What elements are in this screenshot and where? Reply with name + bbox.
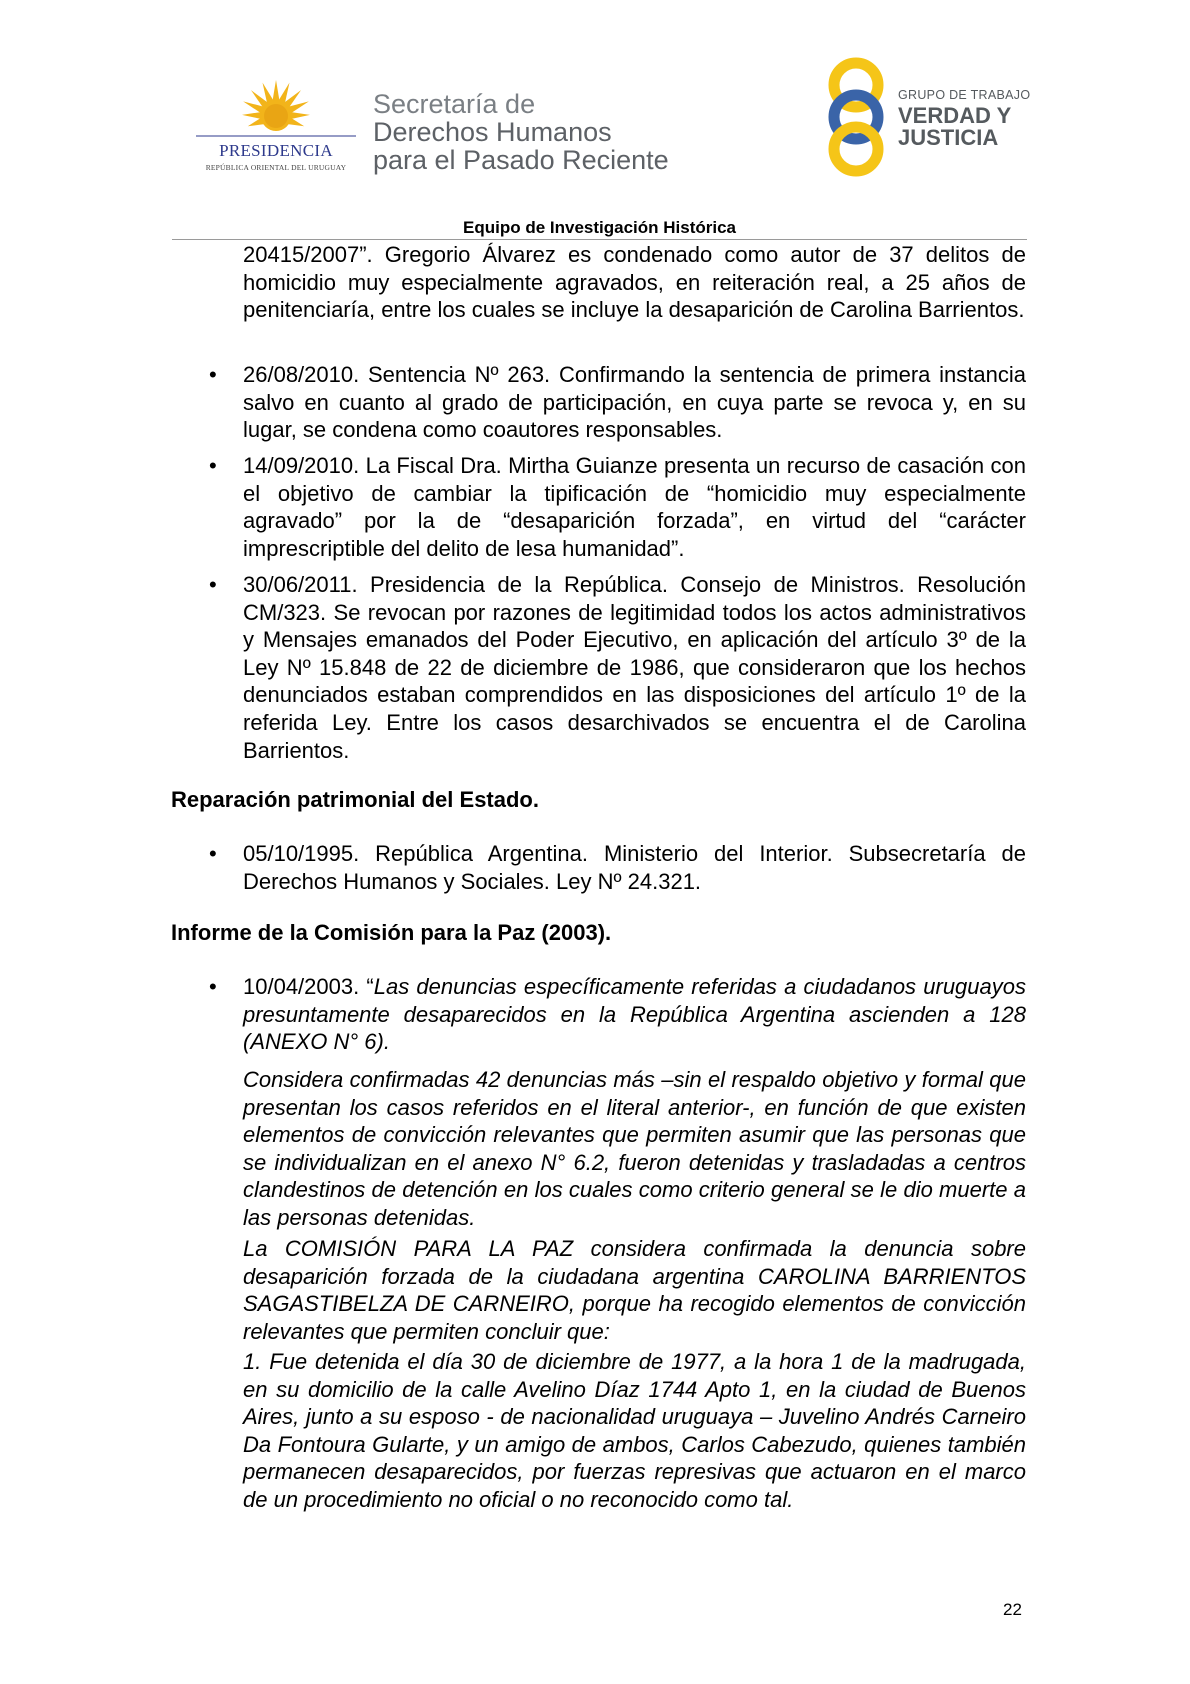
presidencia-subtitle: REPÚBLICA ORIENTAL DEL URUGUAY — [205, 163, 347, 172]
quote-paragraph-b: La COMISIÓN PARA LA PAZ considera confirmada la denuncia sobre desaparición forzada de la ciudadana argentina CAROLINA BARRIENTOS SAGASTIBELZA DE CARNEIRO, porque ha recogido elementos de convicción relevantes que permiten concluir que: — [243, 1236, 1026, 1344]
list-item-1: 26/08/2010. Sentencia Nº 263. Confirmando la sentencia de primera instancia salvo en cuanto al grado de participación, en cuya parte se revoca y, en su lugar, se condena como coautores responsables. — [243, 362, 1026, 443]
list-item-2: 14/09/2010. La Fiscal Dra. Mirtha Guianze presenta un recurso de casación con el objetivo de cambiar la tipificación de “homicidio muy especialmente agravado” por la de “desaparición forzada”, en virtud del “carácter imprescriptible del delito de lesa humanidad”. — [243, 453, 1026, 561]
grupo-trabajo-logo — [818, 55, 908, 180]
section-heading-reparacion: Reparación patrimonial del Estado. — [171, 787, 539, 812]
secretaria-line3: para el Pasado Reciente — [373, 145, 669, 175]
continued-paragraph: 20415/2007”. Gregorio Álvarez es condenado como autor de 37 delitos de homicidio muy especialmente agravados, en reiteración real, a 25 años de penitenciaría, entre los cuales se incluye la desaparición de Carolina Barrientos. — [243, 242, 1026, 323]
bullet-5: • — [209, 974, 217, 999]
list-item-4: 05/10/1995. República Argentina. Ministerio del Interior. Subsecretaría de Derechos Humanos y Sociales. Ley Nº 24.321. — [243, 841, 1026, 894]
presidencia-logo — [196, 78, 356, 188]
grupo-trabajo-text — [898, 88, 1030, 149]
bullet-2: • — [209, 453, 217, 478]
grupo-line1: GRUPO DE TRABAJO — [898, 88, 1031, 102]
page-header — [0, 0, 1190, 245]
secretaria-line2: Derechos Humanos — [373, 117, 612, 147]
rings-icon — [818, 55, 908, 180]
presidencia-title: PRESIDENCIA — [219, 141, 333, 160]
bullet-3: • — [209, 572, 217, 597]
bullet-4: • — [209, 841, 217, 866]
grupo-line3: JUSTICIA — [898, 125, 999, 150]
team-title: Equipo de Investigación Histórica — [463, 218, 736, 237]
quote-paragraph-c: 1. Fue detenida el día 30 de diciembre de 1977, a la hora 1 de la madrugada, en su domicilio de la calle Avelino Díaz 1744 Apto 1, en la ciudad de Buenos Aires, junto a su esposo - de nacionalidad uruguaya – Juvelino Andrés Carneiro Da Fontoura Gularte, y un amigo de ambos, Carlos Cabezudo, quienes también permanecen desaparecidos, por fuerzas represivas que actuaron en el marco de un procedimiento no oficial o no reconocido como tal. — [243, 1349, 1026, 1512]
list-item-5 — [243, 973, 1026, 1056]
secretaria-line1: Secretaría de — [373, 89, 536, 119]
grupo-line2: VERDAD Y — [898, 103, 1012, 128]
list-item-3: 30/06/2011. Presidencia de la República. Consejo de Ministros. Resolución CM/323. Se revocan por razones de legitimidad todos los actos administrativos y Mensajes emanados del Poder Ejecutivo, en aplicación del artículo 3º de la Ley Nº 15.848 de 22 de diciembre de 1986, que consideraron que los hechos denunciados estaban comprendidos en las disposiciones del artículo 1º de la referida Ley. Entre los casos desarchivados se encuentra el de Carolina Barrientos. — [243, 572, 1026, 763]
quote-paragraph-a: Considera confirmadas 42 denuncias más –sin el respaldo objetivo y formal que presentan los casos referidos en el literal anterior-, en función de que existen elementos de convicción relevantes que permiten asumir que las personas que se individualizan en el anexo N° 6.2, fueron detenidas y trasladadas a centros clandestinos de detención en los cuales como criterio general se le dio muerte a las personas detenidas. — [243, 1067, 1026, 1230]
bullet-1: • — [209, 362, 217, 387]
list-item-5-quote: Las denuncias específicamente referidas a ciudadanos uruguayos presuntamente desaparecidos en la República Argentina ascienden a 128 (ANEXO N° 6). — [243, 974, 1026, 1055]
secretaria-logotype — [373, 90, 669, 174]
sun-icon — [196, 78, 356, 148]
section-heading-comision: Informe de la Comisión para la Paz (2003). — [171, 920, 612, 945]
page-number: 22 — [1003, 1600, 1022, 1619]
header-divider — [172, 239, 1027, 240]
list-item-5-date: 10/04/2003. “ — [243, 974, 374, 999]
